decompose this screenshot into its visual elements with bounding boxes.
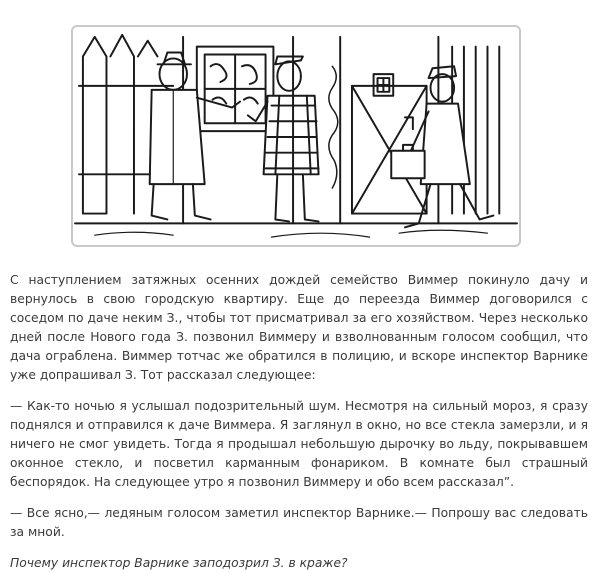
story-question: Почему инспектор Варнике заподозрил З. в краже? — [10, 556, 348, 570]
story-paragraph-testimony: — Как-то ночью я услышал подозрительный шум. Несмотря на сильный мороз, я сразу поднялся и отправился к даче Виммера. Я заглянул в окно, но все стекла замерзли, и я ничего не смог увидеть. Тогда я продышал небольшую дырочку во льду, покрывавшем оконное стекло, и посветил карманным фонариком. В комнате был страшный беспорядок. На следующее утро я позвонил Виммеру и обо всем рассказал”. — [10, 399, 588, 489]
story-paragraph-intro: С наступлением затяжных осенних дождей семейство Виммер покинуло дачу и вернулось в свою городскую квартиру. Еще до переезда Виммер договорился с соседом по даче неким З., чтобы тот присматривал за его хозяйством. Через несколько дней после Нового года З. позвонил Виммеру и взволнованным голосом сообщил, что дача ограблена. Виммер тотчас же обратился в полицию, и вскоре инспектор Варнике уже допрашивал З. Тот рассказал следующее: — [10, 273, 588, 382]
story-text — [10, 271, 588, 573]
detective-cartoon-illustration — [73, 27, 519, 245]
illustration-frame — [71, 25, 521, 247]
story-paragraph-inspector: — Все ясно,— ледяным голосом заметил инспектор Варнике.— Попрошу вас следовать за мной. — [10, 506, 588, 539]
